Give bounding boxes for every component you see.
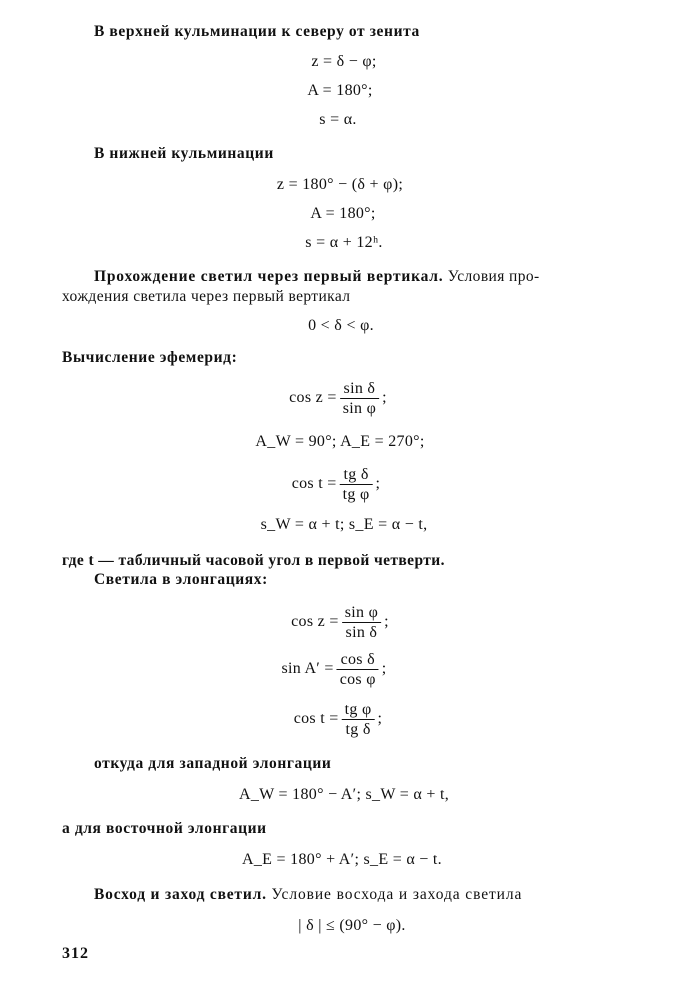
cos-t-lhs: cos t = xyxy=(293,710,339,728)
fraction-numerator: tg φ xyxy=(342,700,375,720)
elongation-sin-azimuth-equation xyxy=(281,650,386,689)
rising-setting-title: Восход и заход светил. xyxy=(94,886,267,903)
prime-vertical-title: Прохождение светил через первый вертикал. xyxy=(94,268,444,285)
equation-end: ; xyxy=(381,660,387,678)
prime-vertical-condition: 0 < δ < φ. xyxy=(308,317,374,334)
cos-z-fraction xyxy=(340,379,379,418)
upper-culmination-equation-zenith: z = δ − φ; xyxy=(311,53,377,70)
upper-culmination-heading: В верхней кульминации к северу от зенита xyxy=(94,23,420,40)
western-elongation-equation: A_W = 180° − A′; s_W = α + t, xyxy=(238,786,450,803)
ephemeris-note: где t — табличный часовой угол в первой четверти. xyxy=(62,552,445,569)
fraction-denominator: cos φ xyxy=(339,671,376,688)
ephemeris-azimuth-equation: A_W = 90°; A_E = 270°; xyxy=(255,433,425,450)
cos-z-fraction xyxy=(342,603,381,642)
fraction-numerator: sin δ xyxy=(340,379,379,399)
cos-t-lhs: cos t = xyxy=(291,475,337,493)
equation-end: ; xyxy=(384,613,389,631)
eastern-elongation-heading: а для восточной элонгации xyxy=(62,820,267,837)
prime-vertical-text-start: Условия про- xyxy=(443,268,540,285)
ephemeris-cos-z-equation xyxy=(289,379,387,418)
elongation-cos-t-equation xyxy=(294,700,383,739)
lower-culmination-equation-azimuth: A = 180°; xyxy=(310,205,376,222)
eastern-elongation-equation: A_E = 180° + A′; s_E = α − t. xyxy=(242,851,442,868)
equation-end: ; xyxy=(377,710,383,728)
elongations-heading: Светила в элонгациях: xyxy=(94,571,268,588)
ephemeris-sidereal-equation: s_W = α + t; s_E = α − t, xyxy=(260,516,428,533)
upper-culmination-equation-sidereal: s = α. xyxy=(319,111,357,128)
cos-t-fraction xyxy=(340,465,373,504)
rising-setting-text: Условие восхода и захода светила xyxy=(266,886,523,903)
fraction-denominator: tg φ xyxy=(342,486,370,503)
fraction-numerator: tg δ xyxy=(340,465,373,485)
lower-culmination-heading: В нижней кульминации xyxy=(94,145,274,162)
cos-z-lhs: cos z = xyxy=(291,613,339,631)
cos-z-lhs: cos z = xyxy=(289,389,337,407)
fraction-denominator: sin δ xyxy=(345,624,378,641)
rising-setting-condition: | δ | ≤ (90° − φ). xyxy=(298,917,406,934)
rising-setting-paragraph xyxy=(94,885,522,905)
prime-vertical-paragraph-line1 xyxy=(94,267,540,287)
elongation-cos-z-equation xyxy=(291,603,389,642)
ephemeris-heading: Вычисление эфемерид: xyxy=(62,349,238,366)
fraction-denominator: sin φ xyxy=(342,400,377,417)
upper-culmination-equation-azimuth: A = 180°; xyxy=(307,82,373,99)
ephemeris-cos-t-equation xyxy=(292,465,381,504)
page-number: 312 xyxy=(62,945,89,962)
cos-t-fraction xyxy=(342,700,375,739)
sin-a-fraction xyxy=(337,650,379,689)
equation-end: ; xyxy=(382,389,387,407)
fraction-numerator: sin φ xyxy=(342,603,381,623)
fraction-denominator: tg δ xyxy=(345,721,371,738)
sin-a-lhs: sin A′ = xyxy=(281,660,334,678)
western-elongation-heading: откуда для западной элонгации xyxy=(94,755,332,772)
lower-culmination-equation-sidereal: s = α + 12ʰ. xyxy=(305,234,383,251)
prime-vertical-paragraph-line2: хождения светила через первый вертикал xyxy=(62,288,351,305)
equation-end: ; xyxy=(375,475,381,493)
lower-culmination-equation-zenith: z = 180° − (δ + φ); xyxy=(276,176,404,193)
fraction-numerator: cos δ xyxy=(337,650,379,670)
